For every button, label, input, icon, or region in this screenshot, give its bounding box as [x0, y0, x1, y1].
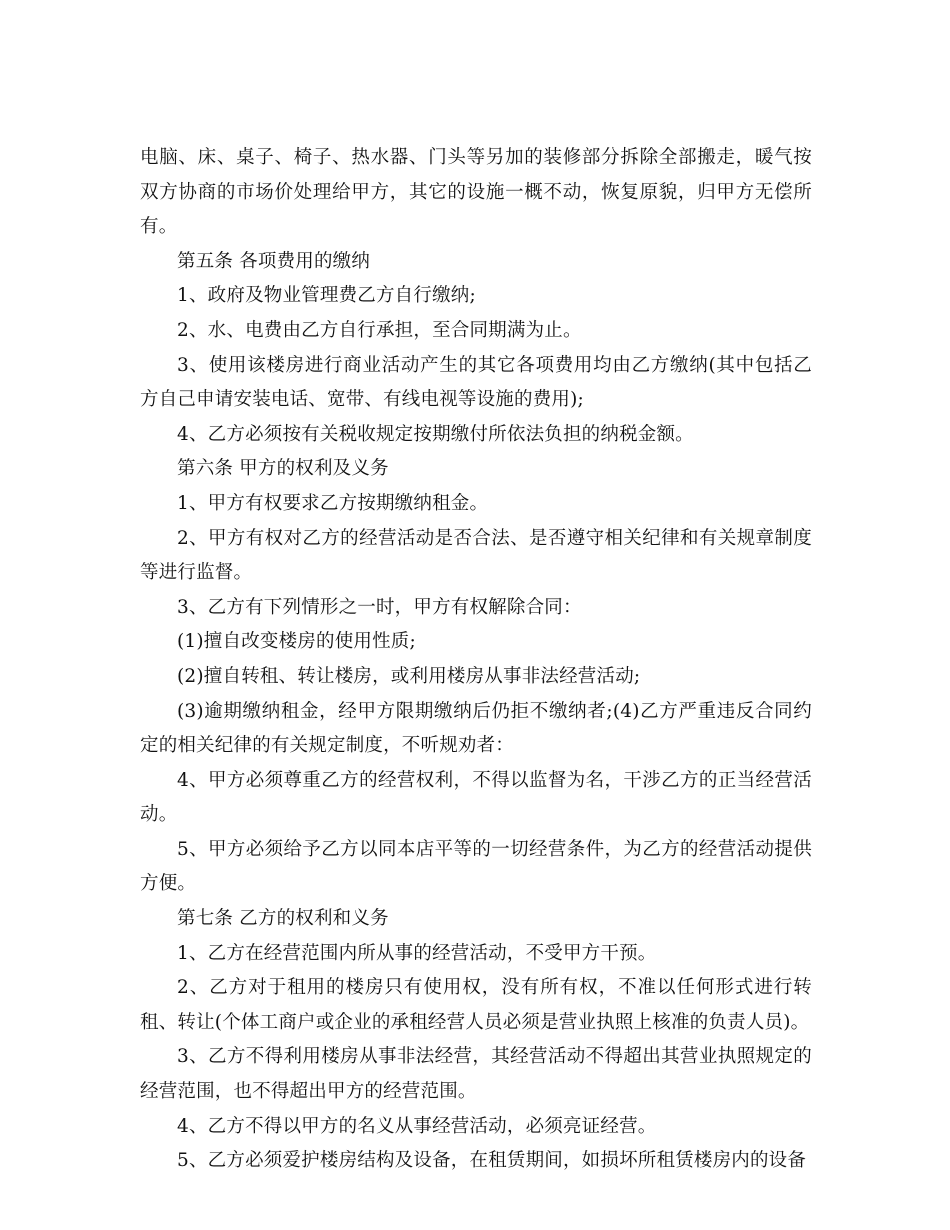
article-6-heading: 第六条 甲方的权利及义务: [177, 458, 389, 480]
document-body: [140, 141, 812, 1179]
article-6-item-3: 3、乙方有下列情形之一时，甲方有权解除合同：: [177, 596, 582, 618]
article-7-item-3: 3、乙方不得利用楼房从事非法经营，其经营活动不得超出其营业执照规定的经营范围，也不得超出甲方的经营范围。: [140, 1046, 812, 1103]
article-6-item-1: 1、甲方有权要求乙方按期缴纳租金。: [177, 492, 489, 514]
article-7-item-1: 1、乙方在经营范围内所从事的经营活动，不受甲方干预。: [177, 942, 657, 964]
article-7-item-4: 4、乙方不得以甲方的名义从事经营活动，必须亮证经营。: [177, 1115, 657, 1137]
article-6-item-3-sub-1: (1)擅自改变楼房的使用性质;: [177, 631, 416, 653]
paragraph-continuation: 电脑、床、桌子、椅子、热水器、门头等另加的装修部分拆除全部搬走，暖气按双方协商的市场价处理给甲方，其它的设施一概不动，恢复原貌，归甲方无偿所有。: [140, 147, 812, 238]
article-5-item-2: 2、水、电费由乙方自行承担，至合同期满为止。: [177, 319, 582, 341]
article-5-heading: 第五条 各项费用的缴纳: [177, 250, 371, 272]
article-6-item-5: 5、甲方必须给予乙方以同本店平等的一切经营条件，为乙方的经营活动提供方便。: [140, 838, 812, 895]
article-7-heading: 第七条 乙方的权利和义务: [177, 908, 389, 930]
article-6-item-3-sub-3: (3)逾期缴纳租金，经甲方限期缴纳后仍拒不缴纳者;(4)乙方严重违反合同约定的相关纪律的有关规定制度，不听规劝者：: [140, 700, 812, 757]
article-7-item-5: 5、乙方必须爱护楼房结构及设备，在租赁期间，如损坏所租赁楼房内的设备: [177, 1150, 807, 1172]
article-5-item-3: 3、使用该楼房进行商业活动产生的其它各项费用均由乙方缴纳(其中包括乙方自己申请安装电话、宽带、有线电视等设施的费用);: [140, 354, 812, 411]
article-6-item-3-sub-2: (2)擅自转租、转让楼房，或利用楼房从事非法经营活动;: [177, 665, 641, 687]
article-5-item-1: 1、政府及物业管理费乙方自行缴纳;: [177, 285, 476, 307]
article-6-item-4: 4、甲方必须尊重乙方的经营权利，不得以监督为名，干涉乙方的正当经营活动。: [140, 769, 812, 826]
article-7-item-2: 2、乙方对于租用的楼房只有使用权，没有所有权，不准以任何形式进行转租、转让(个体工商户或企业的承租经营人员必须是营业执照上核准的负责人员)。: [140, 977, 812, 1033]
article-6-item-2: 2、甲方有权对乙方的经营活动是否合法、是否遵守相关纪律和有关规章制度等进行监督。: [140, 527, 812, 584]
article-5-item-4: 4、乙方必须按有关税收规定按期缴付所依法负担的纳税金额。: [177, 423, 694, 445]
